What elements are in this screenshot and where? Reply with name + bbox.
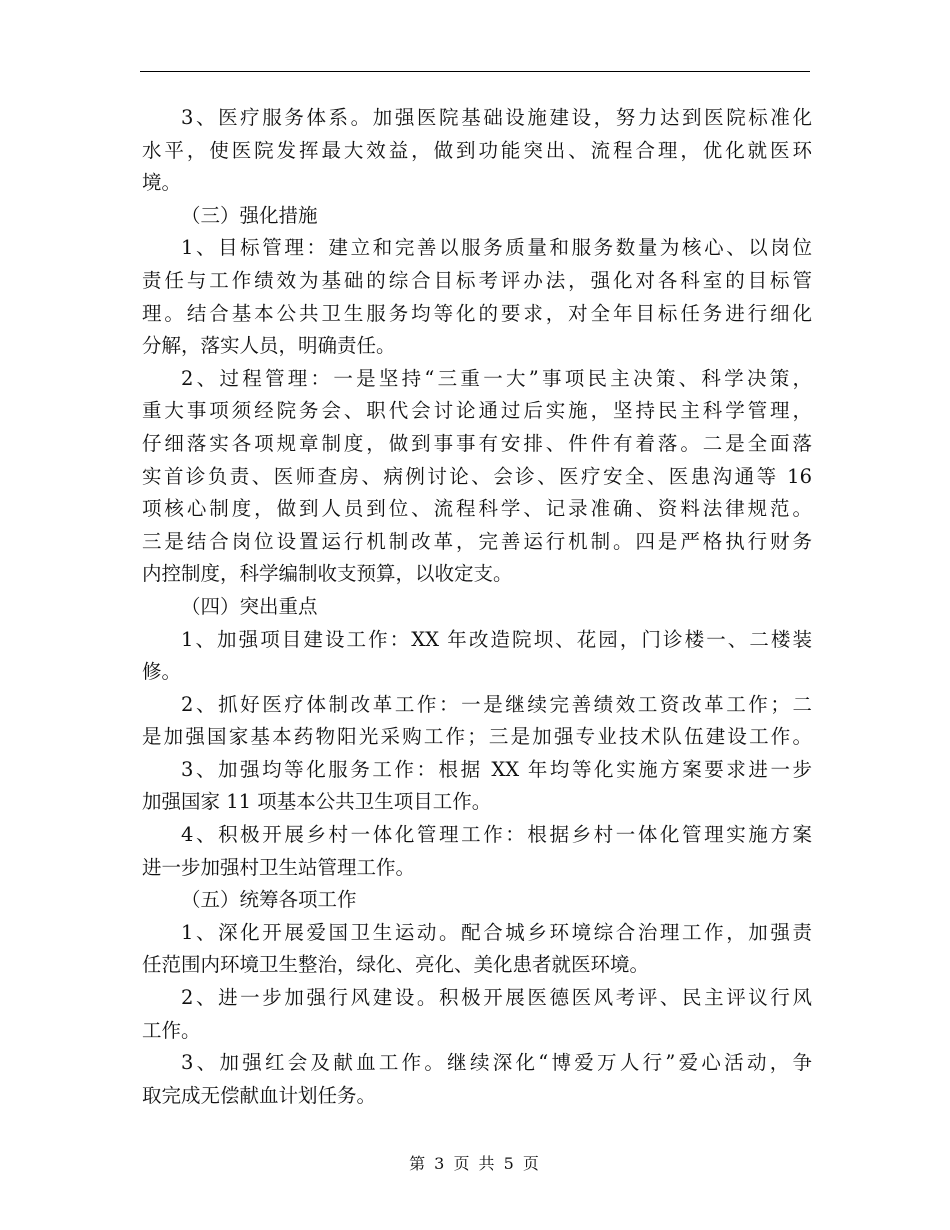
text-line: 内控制度，科学编制收支预算，以收定支。 <box>142 562 513 586</box>
text-line: 2、过程管理：一是坚持“三重一大”事项民主决策、科学决策， <box>181 366 812 390</box>
text-line: （三）强化措施 <box>181 203 318 227</box>
text-line: 理。结合基本公共卫生服务均等化的要求，对全年目标任务进行细化 <box>142 301 812 325</box>
text-line: 项核心制度，做到人员到位、流程科学、记录准确、资料法律规范。 <box>142 497 812 521</box>
header-rule <box>140 71 810 72</box>
text-line: 加强国家 11 项基本公共卫生项目工作。 <box>142 790 492 814</box>
text-line: 重大事项须经院务会、职代会讨论通过后实施，坚持民主科学管理， <box>142 399 812 423</box>
text-line: 3、加强均等化服务工作：根据 XX 年均等化实施方案要求进一步 <box>181 757 812 781</box>
text-line: 三是结合岗位设置运行机制改革，完善运行机制。四是严格执行财务 <box>142 529 812 553</box>
page-number-footer: 第 3 页 共 5 页 <box>409 1154 541 1173</box>
text-line: 工作。 <box>142 1018 201 1042</box>
text-line: 1、目标管理：建立和完善以服务质量和服务数量为核心、以岗位 <box>181 236 812 260</box>
text-line: 责任与工作绩效为基础的综合目标考评办法，强化对各科室的目标管 <box>142 268 812 292</box>
text-line: 修。 <box>142 660 182 684</box>
text-line: 任范围内环境卫生整治，绿化、亮化、美化患者就医环境。 <box>142 953 650 977</box>
text-line: 取完成无偿献血计划任务。 <box>142 1083 377 1107</box>
document-body <box>142 102 812 1112</box>
text-line: 4、积极开展乡村一体化管理工作：根据乡村一体化管理实施方案 <box>181 823 812 847</box>
text-line: 实首诊负责、医师查房、病例讨论、会诊、医疗安全、医患沟通等 16 <box>142 464 812 488</box>
text-line: 境。 <box>142 171 182 195</box>
text-line: 3、医疗服务体系。加强医院基础设施建设，努力达到医院标准化 <box>181 106 812 129</box>
text-line: 1、深化开展爱国卫生运动。配合城乡环境综合治理工作，加强责 <box>181 920 812 944</box>
text-line: 仔细落实各项规章制度，做到事事有安排、件件有着落。二是全面落 <box>142 431 812 455</box>
text-line: 水平，使医院发挥最大效益，做到功能突出、流程合理，优化就医环 <box>142 138 812 162</box>
text-line: 3、加强红会及献血工作。继续深化“博爱万人行”爱心活动，争 <box>181 1051 812 1075</box>
text-line: 2、抓好医疗体制改革工作：一是继续完善绩效工资改革工作；二 <box>181 692 812 716</box>
text-line: （四）突出重点 <box>181 594 318 618</box>
text-line: 进一步加强村卫生站管理工作。 <box>142 855 416 879</box>
text-line: 1、加强项目建设工作：XX 年改造院坝、花园，门诊楼一、二楼装 <box>181 627 812 651</box>
text-line: 分解，落实人员，明确责任。 <box>142 334 396 358</box>
text-line: （五）统筹各项工作 <box>181 888 357 912</box>
text-line: 2、进一步加强行风建设。积极开展医德医风考评、民主评议行风 <box>181 986 812 1010</box>
text-line: 是加强国家基本药物阳光采购工作；三是加强专业技术队伍建设工作。 <box>142 725 812 749</box>
